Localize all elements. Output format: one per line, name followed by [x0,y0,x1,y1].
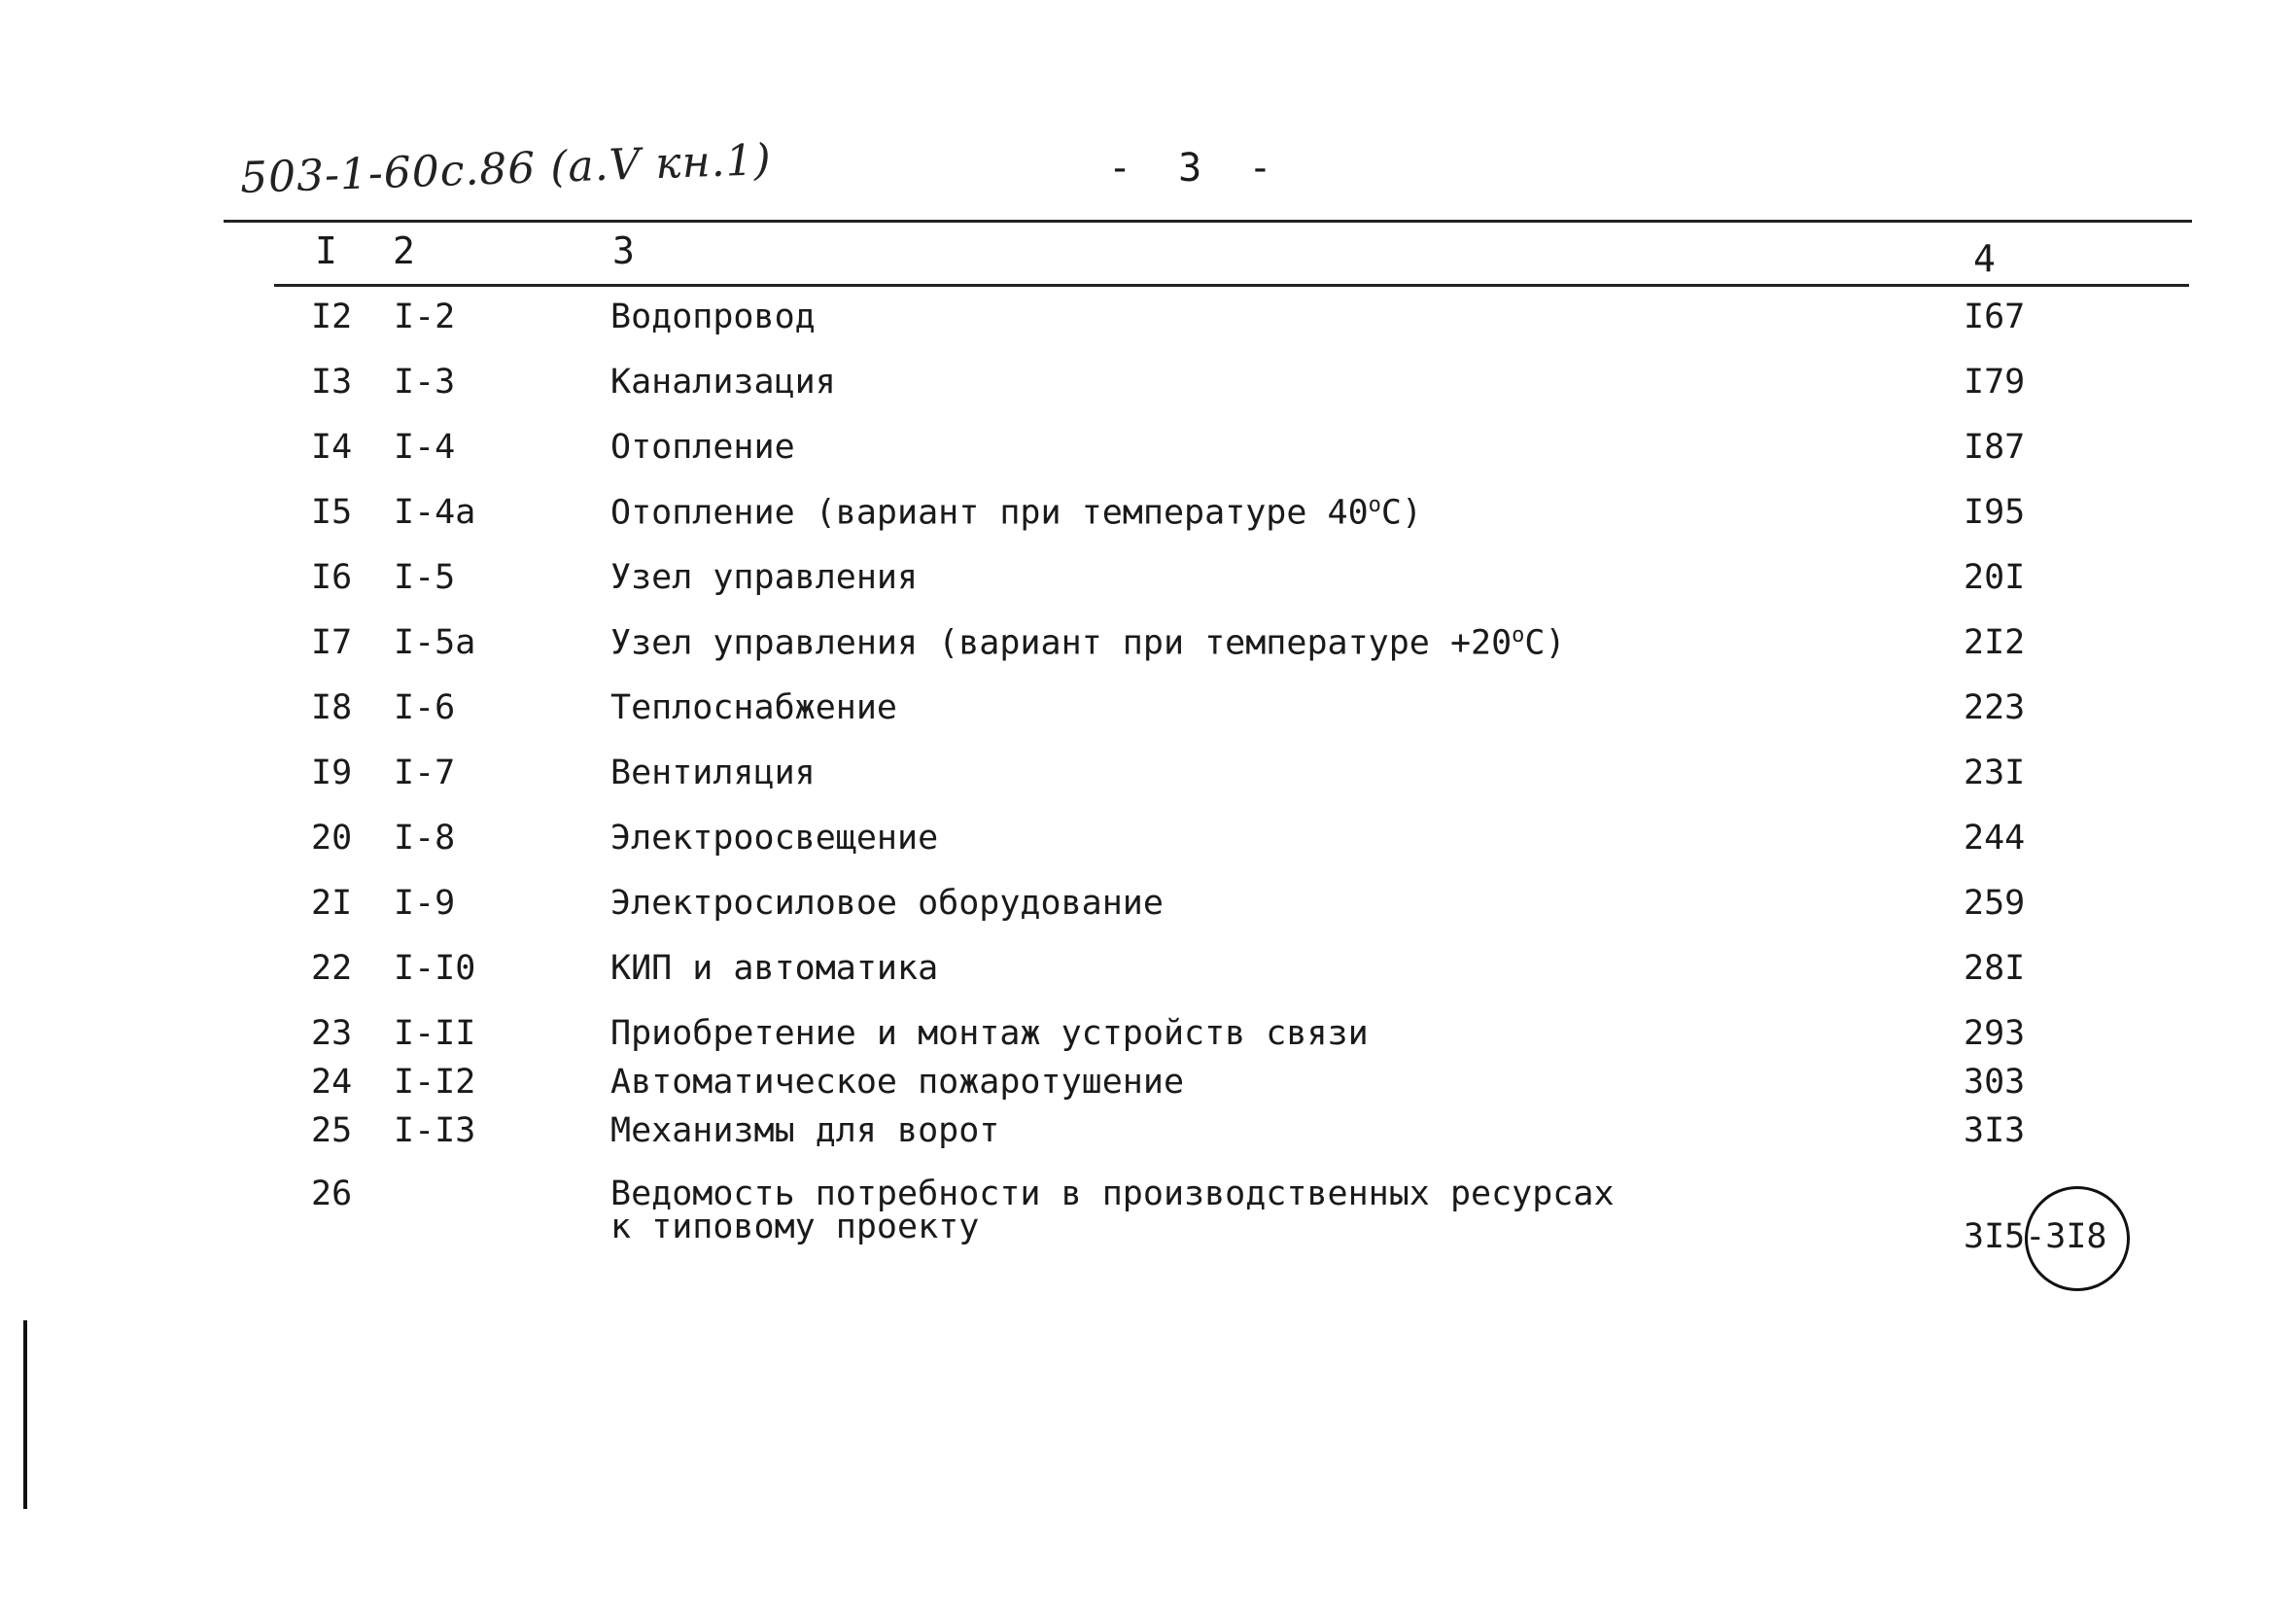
row-page: I95 [1964,493,2026,532]
row-number: I3 [311,363,353,402]
row-page: 223 [1964,688,2026,727]
row-page: 303 [1964,1063,2026,1102]
circled-page-mark [2025,1186,2130,1291]
row-title: Электросиловое оборудование [610,884,1164,923]
degree-mark: o [1512,623,1525,648]
row-page: 259 [1964,884,2026,923]
row-title: Узел управления [610,558,919,597]
row-title [610,493,1422,533]
row-title: Электроосвещение [610,819,939,858]
row-title: Теплоснабжение [610,688,898,727]
row-code: I-5а [394,623,476,662]
row-page: 3I5-3I8 [1964,1217,2107,1256]
row-title-line-2: к типовому проекту [610,1208,980,1246]
row-title-unit: С) [1380,493,1423,533]
row-title: Канализация [610,363,836,402]
row-page: I67 [1964,298,2026,336]
row-title: Автоматическое пожаротушение [610,1063,1185,1102]
row-number: 24 [311,1063,353,1102]
page-number: - 3 - [1108,146,1284,191]
row-page: 2I2 [1964,623,2026,662]
row-title-text: Узел управления (вариант при температуре +20 [610,623,1513,663]
row-page: 293 [1964,1014,2026,1053]
row-code: I-4 [394,428,456,467]
row-number: I7 [311,623,353,662]
row-number: I4 [311,428,353,467]
top-rule [224,220,2192,223]
column-header-1: I [315,229,337,272]
column-header-4: 4 [1973,237,1996,280]
row-title: Приобретение и монтаж устройств связи [610,1014,1369,1053]
row-number: I6 [311,558,353,597]
row-title [610,623,1566,663]
row-number: 23 [311,1014,353,1053]
row-code: I-II [394,1014,476,1053]
row-number: I9 [311,753,353,792]
row-code: I-6 [394,688,456,727]
row-number: I5 [311,493,353,532]
row-title: Механизмы для ворот [610,1111,1000,1150]
row-number: 22 [311,949,353,988]
row-title: Водопровод [610,298,816,336]
left-margin-mark [23,1320,27,1509]
handwritten-document-code: 503-1-60с.86 (а.V кн.1) [239,134,773,203]
row-code: I-I2 [394,1063,476,1102]
column-header-2: 2 [393,229,415,272]
row-number: 20 [311,819,353,858]
row-title-text: Отопление (вариант при температуре 40 [610,493,1369,533]
row-page: I87 [1964,428,2026,467]
row-title: КИП и автоматика [610,949,939,988]
row-code: I-2 [394,298,456,336]
row-code: I-8 [394,819,456,858]
row-page: 244 [1964,819,2026,858]
header-rule [274,284,2189,287]
row-code: I-I3 [394,1111,476,1150]
column-header-3: 3 [612,229,635,272]
row-number: 25 [311,1111,353,1150]
row-code: I-7 [394,753,456,792]
row-code: I-I0 [394,949,476,988]
row-code: I-9 [394,884,456,923]
row-title: Вентиляция [610,753,816,792]
row-number: I8 [311,688,353,727]
row-title-line-1: Ведомость потребности в производственных ресурсах [610,1174,1615,1213]
row-page: I79 [1964,363,2026,402]
row-page: 23I [1964,753,2026,792]
row-code: I-4а [394,493,476,532]
row-page: 28I [1964,949,2026,988]
row-number: 2I [311,884,353,923]
degree-mark: o [1368,493,1381,517]
row-title: Отопление [610,428,795,467]
row-number: I2 [311,298,353,336]
row-title-unit: С) [1524,623,1566,663]
row-page: 3I3 [1964,1111,2026,1150]
row-code: I-5 [394,558,456,597]
row-code: I-3 [394,363,456,402]
row-number: 26 [311,1174,353,1213]
row-page: 20I [1964,558,2026,597]
